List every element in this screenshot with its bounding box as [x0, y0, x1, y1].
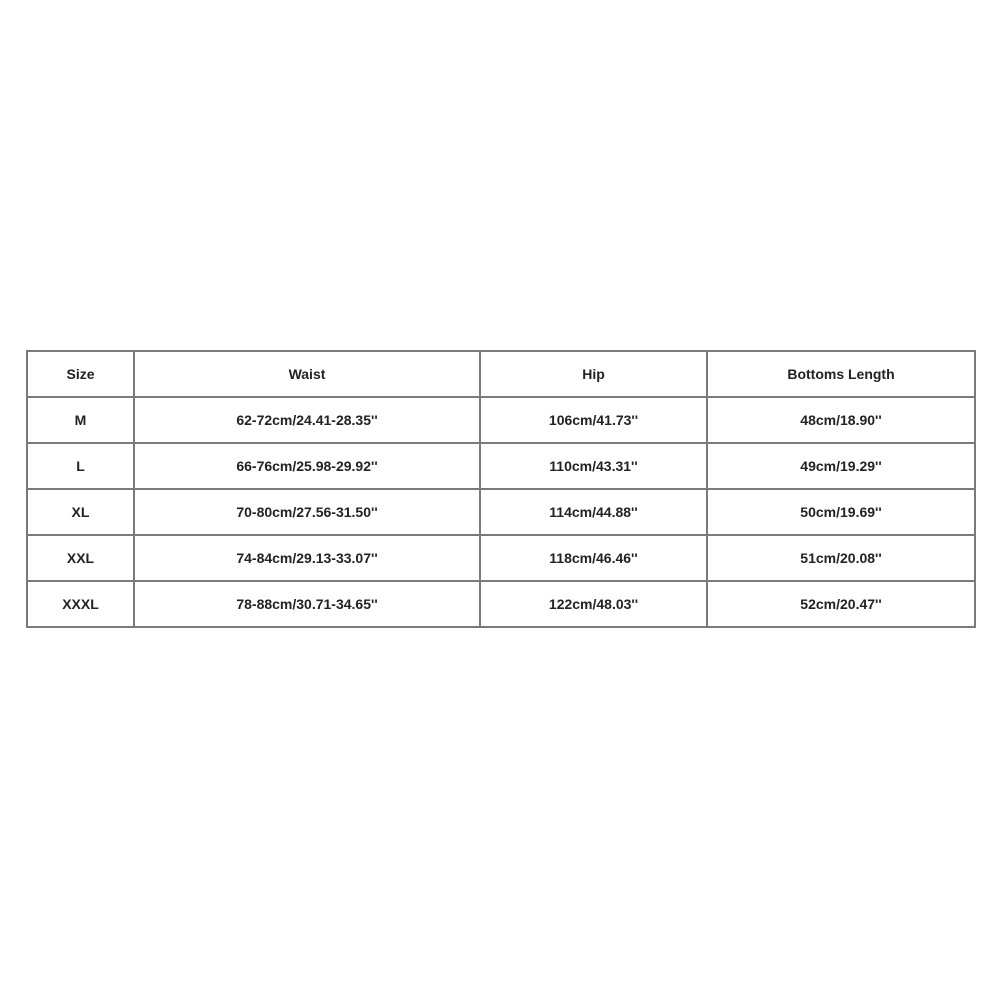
header-row [27, 351, 975, 397]
cell-waist: 62-72cm/24.41-28.35'' [134, 397, 480, 443]
header-bottoms-length: Bottoms Length [707, 351, 975, 397]
cell-size: XXXL [27, 581, 134, 627]
cell-size: XL [27, 489, 134, 535]
cell-size: M [27, 397, 134, 443]
size-chart-container [26, 350, 974, 628]
cell-size: XXL [27, 535, 134, 581]
cell-hip: 110cm/43.31'' [480, 443, 707, 489]
cell-hip: 118cm/46.46'' [480, 535, 707, 581]
header-waist: Waist [134, 351, 480, 397]
header-hip: Hip [480, 351, 707, 397]
cell-bottoms-length: 51cm/20.08'' [707, 535, 975, 581]
cell-waist: 74-84cm/29.13-33.07'' [134, 535, 480, 581]
table-row [27, 535, 975, 581]
cell-bottoms-length: 48cm/18.90'' [707, 397, 975, 443]
cell-bottoms-length: 50cm/19.69'' [707, 489, 975, 535]
cell-size: L [27, 443, 134, 489]
cell-hip: 106cm/41.73'' [480, 397, 707, 443]
cell-hip: 114cm/44.88'' [480, 489, 707, 535]
cell-bottoms-length: 49cm/19.29'' [707, 443, 975, 489]
header-size: Size [27, 351, 134, 397]
table-row [27, 581, 975, 627]
table-row [27, 489, 975, 535]
table-row [27, 443, 975, 489]
cell-waist: 70-80cm/27.56-31.50'' [134, 489, 480, 535]
cell-bottoms-length: 52cm/20.47'' [707, 581, 975, 627]
table-row [27, 397, 975, 443]
cell-waist: 78-88cm/30.71-34.65'' [134, 581, 480, 627]
size-chart-table [26, 350, 976, 628]
cell-waist: 66-76cm/25.98-29.92'' [134, 443, 480, 489]
cell-hip: 122cm/48.03'' [480, 581, 707, 627]
